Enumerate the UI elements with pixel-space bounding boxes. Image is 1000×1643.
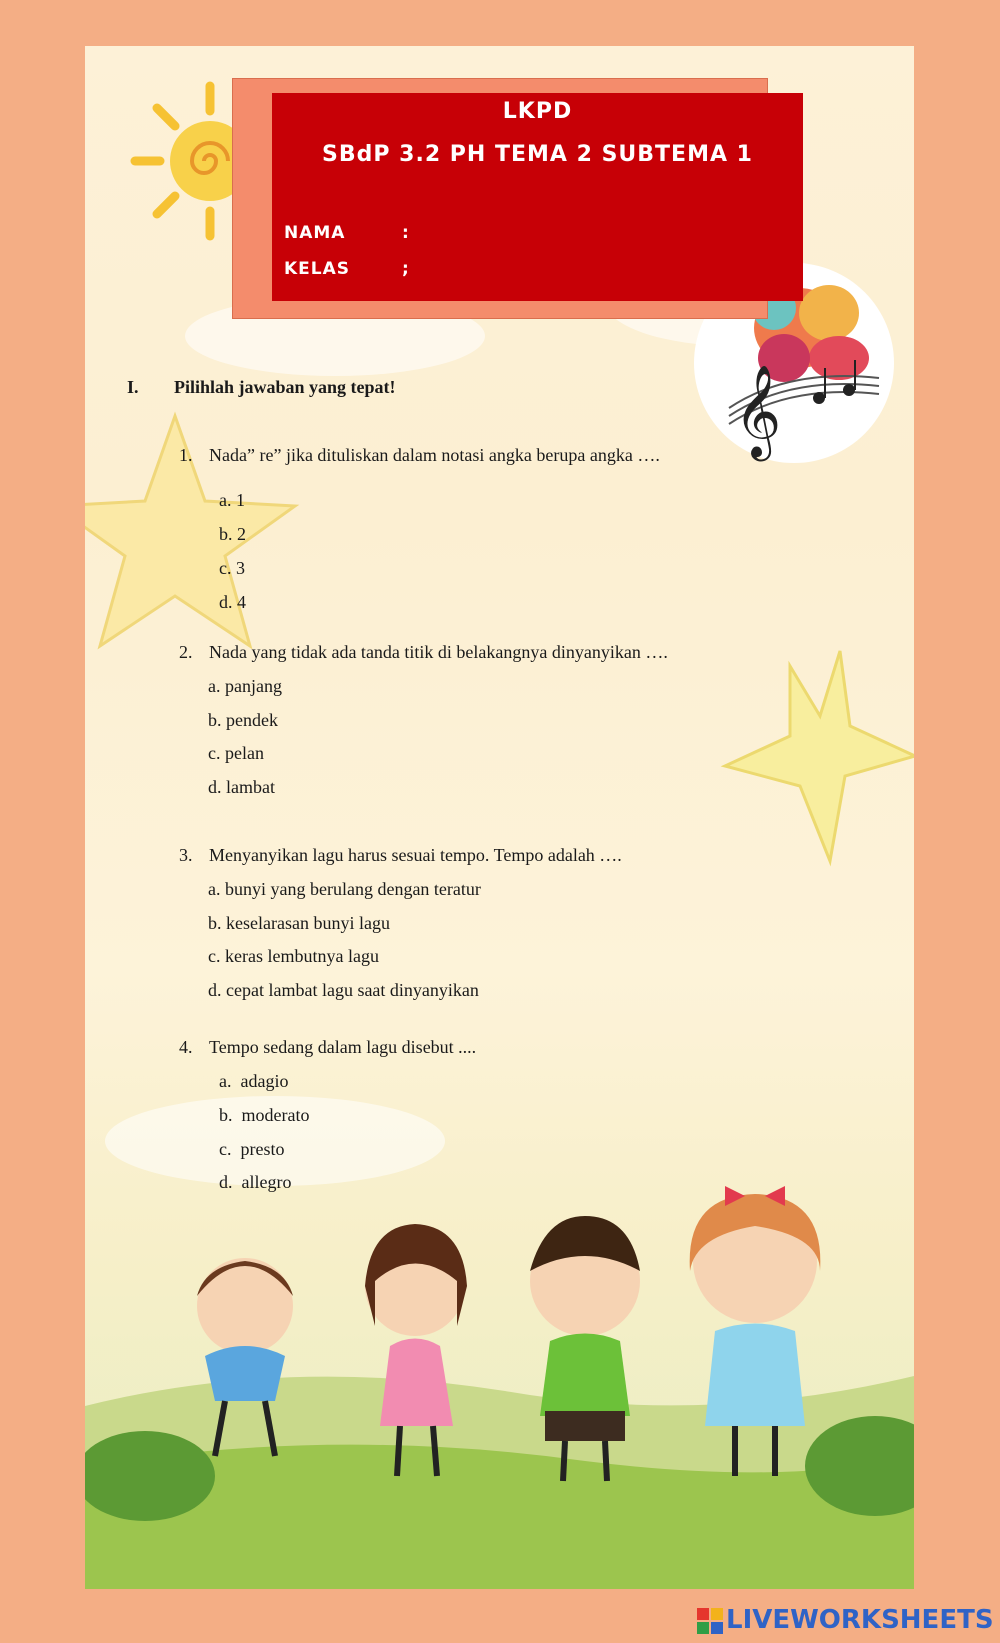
question-number: 2. bbox=[179, 642, 193, 662]
option-2d[interactable]: d. lambat bbox=[208, 777, 275, 797]
option-4c[interactable]: c. presto bbox=[219, 1139, 285, 1159]
question-number: 3. bbox=[179, 845, 193, 865]
name-label: NAMA bbox=[284, 223, 346, 243]
liveworksheets-logo-icon bbox=[697, 1608, 723, 1634]
question-text: Nada” re” jika dituliskan dalam notasi angka berupa angka …. bbox=[209, 445, 660, 465]
children-illustration bbox=[85, 1176, 914, 1589]
worksheet-subtitle: SBdP 3.2 PH TEMA 2 SUBTEMA 1 bbox=[322, 142, 753, 167]
option-2a[interactable]: a. panjang bbox=[208, 676, 282, 696]
option-3a[interactable]: a. bunyi yang berulang dengan teratur bbox=[208, 879, 481, 899]
section-instruction: Pilihlah jawaban yang tepat! bbox=[174, 377, 396, 397]
svg-text:𝄞: 𝄞 bbox=[734, 364, 782, 457]
option-1b[interactable]: b. 2 bbox=[219, 524, 246, 544]
class-separator: ; bbox=[402, 259, 410, 279]
liveworksheets-brand[interactable]: LIVEWORKSHEETS bbox=[726, 1605, 994, 1635]
class-row bbox=[284, 259, 410, 279]
question-text: Tempo sedang dalam lagu disebut .... bbox=[209, 1037, 477, 1057]
section-number: I. bbox=[127, 377, 139, 397]
question-3 bbox=[179, 845, 622, 866]
option-3b[interactable]: b. keselarasan bunyi lagu bbox=[208, 913, 390, 933]
worksheet-title: LKPD bbox=[502, 99, 573, 124]
option-2b[interactable]: b. pendek bbox=[208, 710, 278, 730]
option-3c[interactable]: c. keras lembutnya lagu bbox=[208, 946, 379, 966]
question-number: 4. bbox=[179, 1037, 193, 1057]
option-3d[interactable]: d. cepat lambat lagu saat dinyanyikan bbox=[208, 980, 479, 1000]
option-4d[interactable]: d. allegro bbox=[219, 1172, 292, 1192]
section-heading bbox=[127, 377, 396, 398]
worksheet-header bbox=[272, 93, 803, 301]
name-separator: : bbox=[402, 223, 410, 243]
name-row bbox=[284, 223, 410, 243]
question-1 bbox=[179, 445, 660, 466]
option-1c[interactable]: c. 3 bbox=[219, 558, 245, 578]
option-1a[interactable]: a. 1 bbox=[219, 490, 245, 510]
star-decoration-icon bbox=[720, 646, 914, 876]
class-label: KELAS bbox=[284, 259, 351, 279]
question-2 bbox=[179, 642, 668, 663]
option-4b[interactable]: b. moderato bbox=[219, 1105, 310, 1125]
question-number: 1. bbox=[179, 445, 193, 465]
option-4a[interactable]: a. adagio bbox=[219, 1071, 289, 1091]
question-4 bbox=[179, 1037, 476, 1058]
option-2c[interactable]: c. pelan bbox=[208, 743, 264, 763]
question-text: Menyanyikan lagu harus sesuai tempo. Tempo adalah …. bbox=[209, 845, 622, 865]
question-text: Nada yang tidak ada tanda titik di belakangnya dinyanyikan …. bbox=[209, 642, 668, 662]
option-1d[interactable]: d. 4 bbox=[219, 592, 246, 612]
